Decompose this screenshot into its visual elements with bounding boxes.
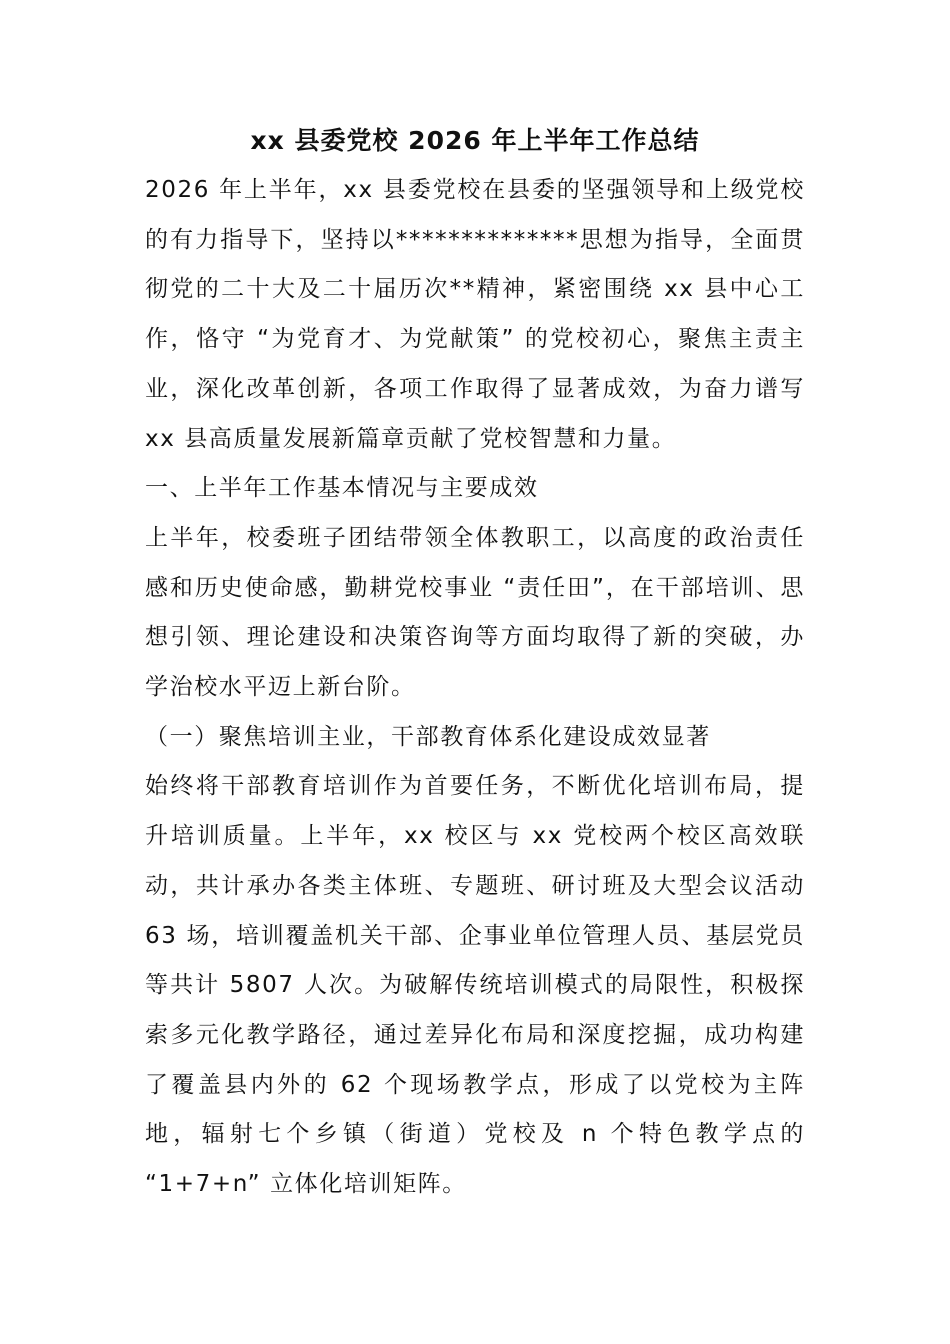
document-title: xx 县委党校 2026 年上半年工作总结 <box>250 126 700 155</box>
subsection-1-paragraph: 始终将干部教育培训作为首要任务，不断优化培训布局，提升培训质量。上半年，xx 校区与 xx 党校两个校区高效联动，共计承办各类主体班、专题班、研讨班及大型会议活动 63 场，培训覆盖机关干部、企事业单位管理人员、基层党员等共计 5807 人次。为破解传统培训模式的局限性，积极探索多元化教学路径，通过差异化布局和深度挖掘，成功构建了覆盖县内外的 62 个现场教学点，形成了以党校为主阵地，辐射七个乡镇（街道）党校及 n 个特色教学点的 “1+7+n” 立体化培训矩阵。 <box>145 773 805 1198</box>
intro-paragraph: 2026 年上半年，xx 县委党校在县委的坚强领导和上级党校的有力指导下，坚持以**************思想为指导，全面贯彻党的二十大及二十届历次**精神，紧密围绕 xx 县中心工作，恪守 “为党育才、为党献策” 的党校初心，聚焦主责主业，深化改革创新，各项工作取得了显著成效，为奋力谱写 xx 县高质量发展新篇章贡献了党校智慧和力量。 <box>145 177 805 452</box>
section-1-paragraph: 上半年，校委班子团结带领全体教职工，以高度的政治责任感和历史使命感，勤耕党校事业 “责任田”，在干部培训、思想引领、理论建设和决策咨询等方面均取得了新的突破，办学治校水平迈上新台阶。 <box>145 524 805 701</box>
document-body <box>145 166 805 1210</box>
section-heading-1: 一、上半年工作基本情况与主要成效 <box>145 475 539 502</box>
subsection-heading-1: （一）聚焦培训主业，干部教育体系化建设成效显著 <box>145 723 711 750</box>
